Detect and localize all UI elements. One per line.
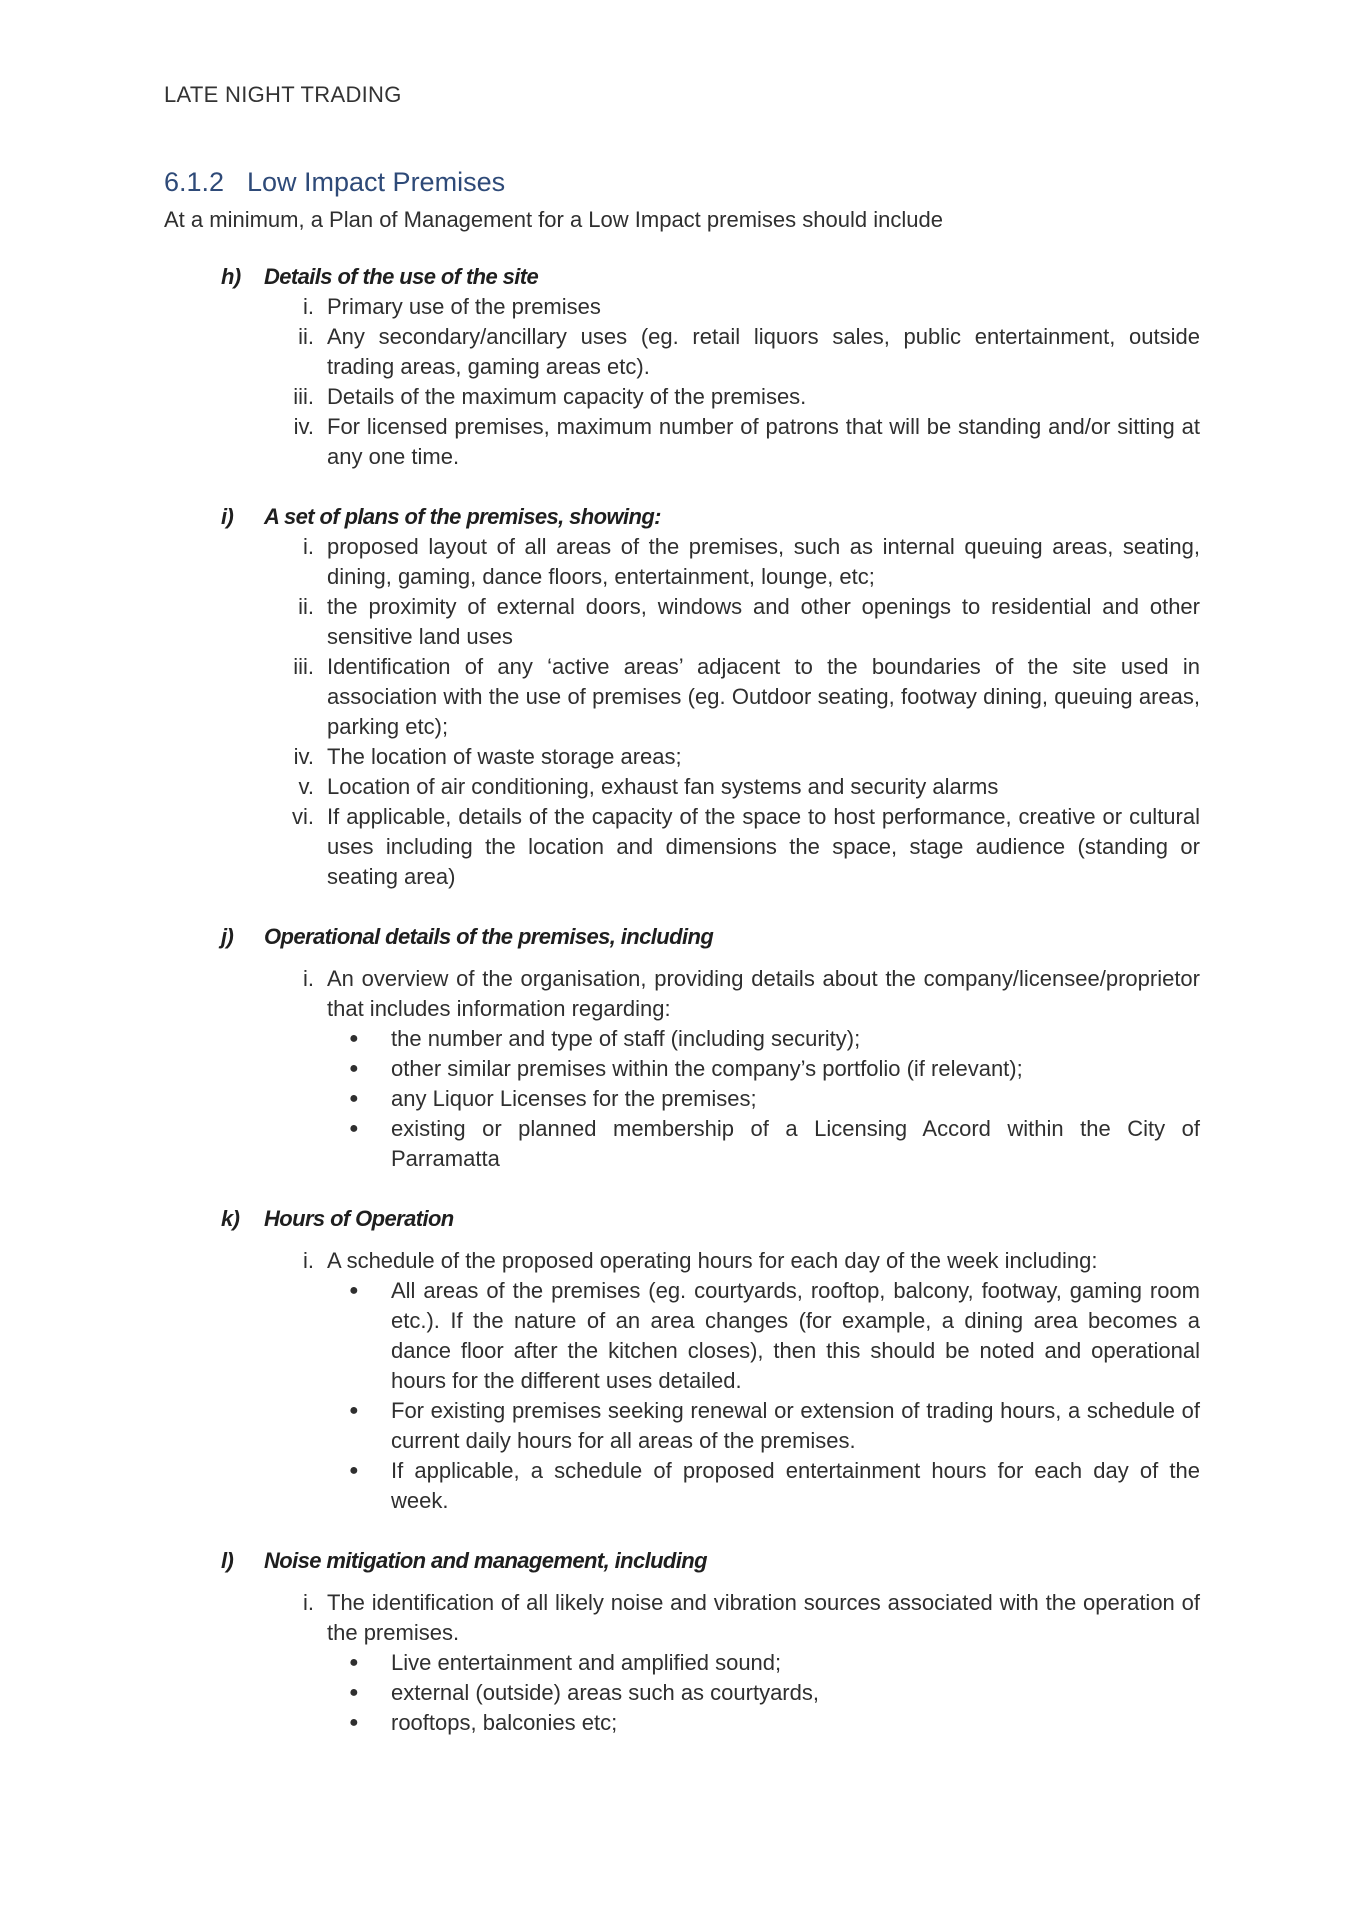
- section-content: [164, 262, 1200, 1738]
- subsection-k: [164, 1204, 1200, 1516]
- bullet-text: external (outside) areas such as courtyards,: [391, 1680, 819, 1705]
- subsection-heading: [164, 1546, 1200, 1576]
- list-text: The location of waste storage areas;: [327, 744, 682, 769]
- list-number: vi.: [292, 804, 314, 829]
- list-number: iii.: [293, 384, 314, 409]
- subsection-heading: [164, 1204, 1200, 1234]
- subsection-marker: i): [221, 504, 234, 529]
- bullet-text: the number and type of staff (including security);: [391, 1026, 861, 1051]
- subsection-title: Noise mitigation and management, including: [264, 1548, 707, 1573]
- subsection-heading: [164, 262, 1200, 292]
- list-number: ii.: [298, 324, 314, 349]
- section-title: Low Impact Premises: [247, 167, 506, 197]
- list-text: Primary use of the premises: [327, 294, 601, 319]
- bullet-icon: ●: [349, 1030, 359, 1047]
- subsection-heading: [164, 502, 1200, 532]
- list-text: the proximity of external doors, windows and other openings to residential and other sensitive land uses: [327, 594, 1200, 649]
- subsection-title: A set of plans of the premises, showing:: [264, 504, 661, 529]
- list-number: iv.: [293, 414, 314, 439]
- bullet-item: [327, 1456, 1200, 1516]
- subsection-title: Hours of Operation: [264, 1206, 454, 1231]
- roman-list: [164, 292, 1200, 472]
- list-number: i.: [303, 1248, 314, 1273]
- list-item: [164, 964, 1200, 1174]
- subsection-marker: k): [221, 1206, 240, 1231]
- list-text: If applicable, details of the capacity of the space to host performance, creative or cultural uses including the location and dimensions the space, stage audience (standing or seating area): [327, 804, 1200, 889]
- list-text: proposed layout of all areas of the premises, such as internal queuing areas, seating, dining, gaming, dance floors, entertainment, lounge, etc;: [327, 534, 1200, 589]
- list-number: i.: [303, 1590, 314, 1615]
- bullet-icon: ●: [349, 1120, 359, 1137]
- list-item: [164, 592, 1200, 652]
- list-item: [164, 802, 1200, 892]
- bullet-icon: ●: [349, 1282, 359, 1299]
- list-text: Identification of any ‘active areas’ adjacent to the boundaries of the site used in association with the use of premises (eg. Outdoor seating, footway dining, queuing areas, parking etc);: [327, 654, 1200, 739]
- bullet-icon: ●: [349, 1060, 359, 1077]
- bullet-item: [327, 1276, 1200, 1396]
- list-number: iii.: [293, 654, 314, 679]
- bullet-item: [327, 1024, 1200, 1054]
- list-item: [164, 292, 1200, 322]
- subsection-marker: j): [221, 924, 234, 949]
- list-item: [164, 1588, 1200, 1738]
- list-text: Any secondary/ancillary uses (eg. retail liquors sales, public entertainment, outside trading areas, gaming areas etc).: [327, 324, 1200, 379]
- subsection-j: [164, 922, 1200, 1174]
- section-heading: [164, 167, 505, 198]
- bullet-item: [327, 1678, 1200, 1708]
- roman-list: [164, 964, 1200, 1174]
- list-number: ii.: [298, 594, 314, 619]
- subsection-marker: l): [221, 1548, 234, 1573]
- list-text: A schedule of the proposed operating hours for each day of the week including:: [327, 1248, 1098, 1273]
- subsection-title: Details of the use of the site: [264, 264, 539, 289]
- roman-list: [164, 1246, 1200, 1516]
- bullet-text: For existing premises seeking renewal or extension of trading hours, a schedule of current daily hours for all areas of the premises.: [391, 1398, 1200, 1453]
- subsection-i: [164, 502, 1200, 892]
- bullet-text: All areas of the premises (eg. courtyards, rooftop, balcony, footway, gaming room etc.). If the nature of an area changes (for example, a dining area becomes a dance floor after the kitchen closes), then this should be noted and operational hours for the different uses detailed.: [391, 1278, 1200, 1393]
- roman-list: [164, 532, 1200, 892]
- list-text: The identification of all likely noise and vibration sources associated with the operation of the premises.: [327, 1590, 1200, 1645]
- bullet-item: [327, 1084, 1200, 1114]
- bullet-item: [327, 1396, 1200, 1456]
- list-text: For licensed premises, maximum number of patrons that will be standing and/or sitting at any one time.: [327, 414, 1200, 469]
- bullet-icon: ●: [349, 1462, 359, 1479]
- bullet-icon: ●: [349, 1654, 359, 1671]
- list-text: An overview of the organisation, providing details about the company/licensee/proprietor that includes information regarding:: [327, 966, 1200, 1021]
- subsection-title: Operational details of the premises, including: [264, 924, 714, 949]
- list-item: [164, 532, 1200, 592]
- bullet-text: any Liquor Licenses for the premises;: [391, 1086, 757, 1111]
- roman-list: [164, 1588, 1200, 1738]
- subsection-heading: [164, 922, 1200, 952]
- list-item: [164, 412, 1200, 472]
- list-item: [164, 772, 1200, 802]
- list-number: i.: [303, 294, 314, 319]
- bullet-list: [327, 1276, 1200, 1516]
- list-item: [164, 652, 1200, 742]
- bullet-list: [327, 1648, 1200, 1738]
- list-number: i.: [303, 534, 314, 559]
- bullet-icon: ●: [349, 1402, 359, 1419]
- subsection-h: [164, 262, 1200, 472]
- bullet-text: rooftops, balconies etc;: [391, 1710, 618, 1735]
- subsection-marker: h): [221, 264, 241, 289]
- bullet-item: [327, 1648, 1200, 1678]
- bullet-item: [327, 1708, 1200, 1738]
- bullet-text: existing or planned membership of a Licensing Accord within the City of Parramatta: [391, 1116, 1200, 1171]
- list-text: Location of air conditioning, exhaust fan systems and security alarms: [327, 774, 999, 799]
- bullet-text: Live entertainment and amplified sound;: [391, 1650, 782, 1675]
- bullet-icon: ●: [349, 1684, 359, 1701]
- subsection-l: [164, 1546, 1200, 1738]
- bullet-text: other similar premises within the company’s portfolio (if relevant);: [391, 1056, 1023, 1081]
- list-item: [164, 742, 1200, 772]
- list-number: v.: [298, 774, 314, 799]
- section-intro: At a minimum, a Plan of Management for a Low Impact premises should include: [164, 207, 943, 232]
- list-number: i.: [303, 966, 314, 991]
- list-item: [164, 322, 1200, 382]
- list-text: Details of the maximum capacity of the premises.: [327, 384, 807, 409]
- list-item: [164, 382, 1200, 412]
- bullet-list: [327, 1024, 1200, 1174]
- bullet-item: [327, 1054, 1200, 1084]
- bullet-text: If applicable, a schedule of proposed entertainment hours for each day of the week.: [391, 1458, 1200, 1513]
- list-number: iv.: [293, 744, 314, 769]
- bullet-icon: ●: [349, 1090, 359, 1107]
- list-item: [164, 1246, 1200, 1516]
- running-header: LATE NIGHT TRADING: [164, 82, 402, 107]
- section-number: 6.1.2: [164, 167, 225, 197]
- bullet-item: [327, 1114, 1200, 1174]
- bullet-icon: ●: [349, 1714, 359, 1731]
